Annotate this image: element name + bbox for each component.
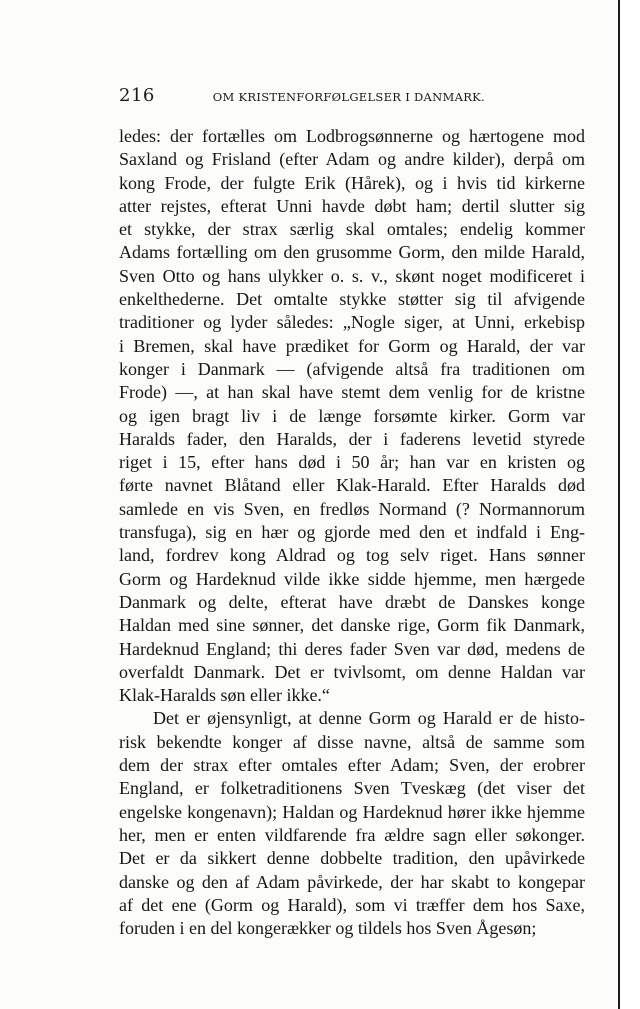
paragraph (119, 707, 585, 940)
text-line: Klak-Haralds søn eller ikke.“ (119, 685, 330, 706)
text-line: førte navnet Blåtand eller Klak-Harald. Efter Haralds død (119, 475, 585, 496)
text-line: konger i Danmark — (afvigende altså fra traditionen om (119, 358, 585, 379)
text-line: risk bekendte konger af disse navne, altså de samme som (119, 731, 585, 752)
text-line: Adams fortælling om den grusomme Gorm, den milde Harald, (119, 242, 585, 263)
text-line: England, er folketraditionens Sven Tveskæg (det viser det (119, 778, 585, 799)
text-line: Haldan med sine sønner, det danske rige, Gorm fik Danmark, (119, 615, 585, 636)
text-line: Frode) —, at han skal have stemt dem venlig for de kristne (119, 382, 585, 403)
text-line: engelske kongenavn); Haldan og Hardeknud hører ikke hjemme (119, 801, 585, 822)
text-line: her, men er enten vildfarende fra ældre sagn eller søkonger. (119, 824, 585, 845)
text-line: danske og den af Adam påvirkede, der har skabt to kongepar (119, 871, 585, 892)
text-line: Sven Otto og hans ulykker o. s. v., skønt noget modificeret i (119, 265, 585, 286)
text-line: kong Frode, der fulgte Erik (Hårek), og i hvis tid kirkerne (119, 172, 585, 193)
body-text (119, 125, 585, 940)
text-line: traditioner og lyder således: „Nogle siger, at Unni, erkebisp (119, 312, 585, 333)
text-line: og igen bragt liv i de længe forsømte kirker. Gorm var (119, 405, 585, 426)
paragraph (119, 125, 585, 707)
text-line: ledes: der fortælles om Lodbrogsønnerne og hærtogene mod (119, 126, 585, 146)
text-line: transfuga), sig en hær og gjorde med den et indfald i Eng- (119, 522, 585, 543)
text-line: riget i 15, efter hans død i 50 år; han var en kristen og (119, 452, 585, 473)
running-title: OM KRISTENFORFØLGELSER I DANMARK. (212, 90, 485, 104)
text-line: land, fordrev kong Aldrad og tog selv riget. Hans sønner (119, 545, 585, 566)
text-line: enkelthederne. Det omtalte stykke støtter sig til afvigende (119, 289, 585, 310)
page-number: 216 (119, 85, 155, 106)
text-line: samlede en vis Sven, en fredløs Normand (? Normannorum (119, 498, 585, 519)
page-header (119, 85, 485, 109)
text-line: Gorm og Hardeknud vilde ikke sidde hjemme, men hærgede (119, 568, 585, 589)
text-line: et stykke, der strax særlig skal omtales; endelig kommer (119, 219, 585, 240)
text-line: Saxland og Frisland (efter Adam og andre kilder), derpå om (119, 149, 585, 170)
page-edge (618, 0, 640, 1009)
text-line: Hardeknud England; thi deres fader Sven var død, medens de (119, 638, 585, 659)
text-line: Det er øjensynligt, at denne Gorm og Harald er de histo- (153, 708, 585, 729)
text-line: overfaldt Danmark. Det er tvivlsomt, om denne Haldan var (119, 661, 585, 682)
text-line: dem der strax efter omtales efter Adam; Sven, der erobrer (119, 755, 585, 776)
text-line: Det er da sikkert denne dobbelte tradition, den upåvirkede (119, 848, 585, 869)
text-line: atter rejstes, efterat Unni havde døbt ham; dertil slutter sig (119, 195, 585, 216)
text-line: af det ene (Gorm og Harald), som vi træffer dem hos Saxe, (119, 894, 585, 915)
text-line: i Bremen, skal have prædiket for Gorm og Harald, der var (119, 335, 585, 356)
text-line: Danmark og delte, efterat have dræbt de Danskes konge (119, 591, 585, 612)
text-line: foruden i en del kongerækker og tildels hos Sven Ågesøn; (119, 918, 537, 939)
text-line: Haralds fader, den Haralds, der i faderens levetid styrede (119, 428, 585, 449)
